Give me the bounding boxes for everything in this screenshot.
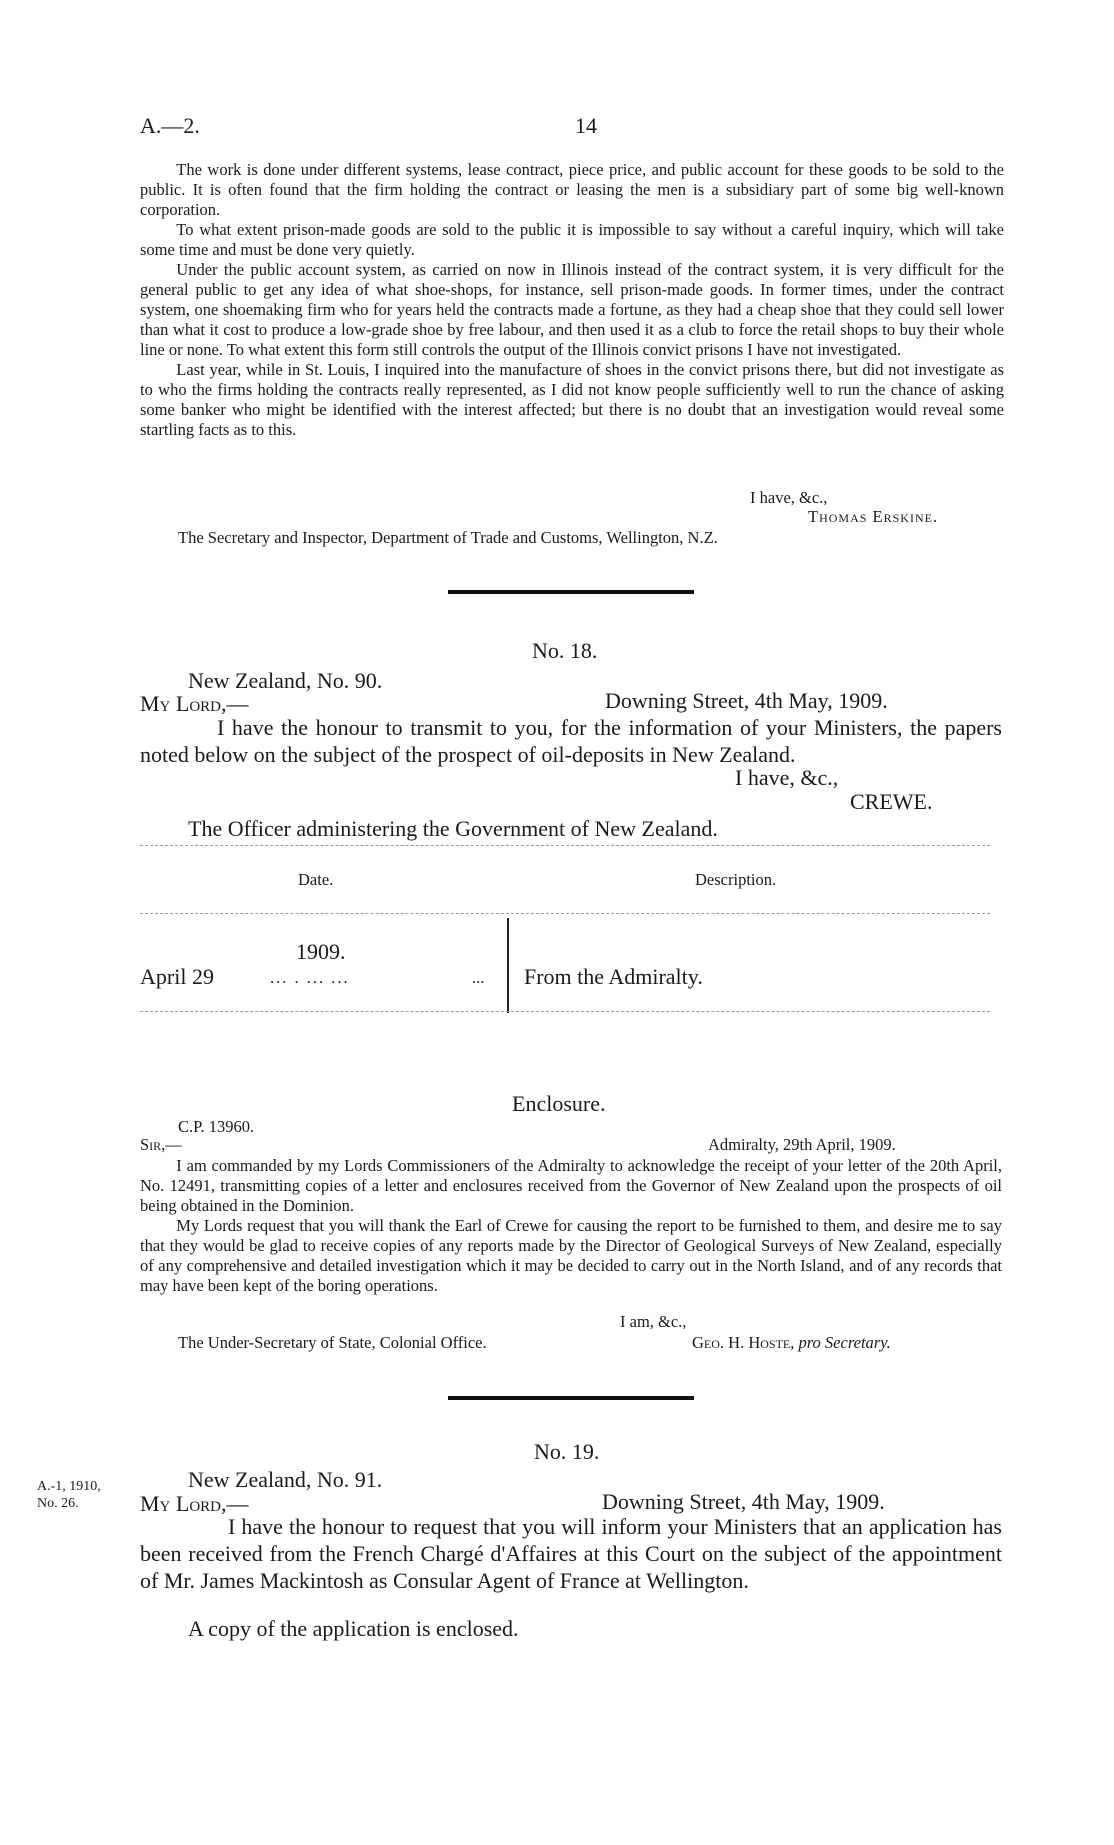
column-header-date: Date.	[298, 870, 334, 889]
enclosure-ref: C.P. 13960.	[178, 1117, 255, 1136]
despatch-number: New Zealand, No. 91.	[188, 1467, 383, 1492]
table-top-rule	[140, 845, 990, 846]
paragraph: The work is done under different systems, lease contract, piece price, and public account for these goods to be sold to the public. It is often found that the firm holding the contract or leasing the men is a subsidiary part of some big well-known corporation.	[140, 160, 1004, 219]
signature: Geo. H. Hoste,	[692, 1333, 795, 1352]
letter-body: I have the honour to request that you will inform your Ministers that an application has been received from the French Chargé d'Affaires at this Court on the subject of the appointment of Mr. James Mackintosh as Consular Agent of France at Wellington.	[140, 1514, 1002, 1593]
column-header-description: Description.	[695, 870, 777, 889]
place-date: Downing Street, 4th May, 1909.	[602, 1489, 885, 1514]
table-column-divider	[507, 918, 509, 1013]
signature: CREWE.	[850, 789, 933, 814]
letter-body-continued: A copy of the application is enclosed.	[188, 1616, 519, 1641]
erskine-letter-body	[140, 160, 1004, 440]
section-rule	[448, 1396, 694, 1400]
enclosure-heading: Enclosure.	[512, 1091, 606, 1116]
section-rule	[448, 590, 694, 594]
table-bottom-rule	[140, 1011, 990, 1012]
signature: Thomas Erskine.	[808, 507, 939, 526]
place-date: Downing Street, 4th May, 1909.	[605, 688, 888, 713]
letter-body: I have the honour to transmit to you, for the information of your Ministers, the papers noted below on the subject of the prospect of oil-deposits in New Zealand.	[140, 715, 1002, 767]
table-cell-description: From the Admiralty.	[524, 964, 703, 989]
dot-leader: ... . ... ...	[270, 968, 350, 987]
addressee: The Secretary and Inspector, Department of Trade and Customs, Wellington, N.Z.	[178, 528, 718, 547]
document-heading: No. 18.	[532, 638, 598, 663]
addressee: The Under-Secretary of State, Colonial Office.	[178, 1333, 487, 1352]
salutation: Sir,—	[140, 1135, 182, 1154]
enclosure-body	[140, 1156, 1002, 1296]
margin-note: A.-1, 1910,	[37, 1479, 101, 1494]
page-number: 14	[575, 113, 597, 138]
signature-suffix: pro Secretary.	[798, 1333, 891, 1352]
table-year: 1909.	[296, 939, 346, 964]
page-ref: A.—2.	[140, 113, 200, 138]
table-header-rule	[140, 913, 990, 914]
place-date: Admiralty, 29th April, 1909.	[708, 1135, 896, 1154]
document-heading: No. 19.	[534, 1439, 600, 1464]
paragraph: Last year, while in St. Louis, I inquired into the manufacture of shoes in the convict prisons there, but did not investigate as to who the firms holding the contracts really represented, as I did not know people sufficiently well to run the chance of asking some banker who might be identified with the interest affected; but there is no doubt that an investigation would reveal some startling facts as to this.	[140, 360, 1004, 439]
signature-line	[692, 1333, 891, 1353]
closing: I have, &c.,	[735, 765, 839, 790]
table-cell-date: April 29	[140, 964, 214, 989]
paragraph: Under the public account system, as carried on now in Illinois instead of the contract system, it is very difficult for the general public to get any idea of what shoe-shops, for instance, sell prison-made goods. In former times, under the contract system, one shoemaking firm who for years held the contracts made a fortune, as they had a cheap shoe that they could sell lower than what it cost to produce a low-grade shoe by free labour, and then used it as a club to force the retail shops to buy their whole line or none. To what extent this form still controls the output of the Illinois convict prisons I have not investigated.	[140, 260, 1004, 359]
salutation: My Lord,—	[140, 691, 249, 716]
despatch-number: New Zealand, No. 90.	[188, 668, 383, 693]
dot-leader-end: ...	[472, 968, 485, 987]
closing: I am, &c.,	[620, 1312, 687, 1331]
salutation: My Lord,—	[140, 1491, 249, 1516]
closing: I have, &c.,	[750, 488, 828, 507]
paragraph: To what extent prison-made goods are sold to the public it is impossible to say without a careful inquiry, which will take some time and must be done very quietly.	[140, 220, 1004, 259]
margin-note: No. 26.	[37, 1496, 79, 1511]
paragraph: I am commanded by my Lords Commissioners of the Admiralty to acknowledge the receipt of your letter of the 20th April, No. 12491, transmitting copies of a letter and enclosures received from the Governor of New Zealand upon the prospects of oil being obtained in the Dominion.	[140, 1156, 1002, 1215]
addressee: The Officer administering the Government of New Zealand.	[188, 816, 718, 841]
paragraph: My Lords request that you will thank the Earl of Crewe for causing the report to be furnished to them, and desire me to say that they would be glad to receive copies of any reports made by the Director of Geological Surveys of New Zealand, especially of any comprehensive and detailed investigation which it may be decided to carry out in the North Island, and of any records that may have been kept of the boring operations.	[140, 1216, 1002, 1295]
